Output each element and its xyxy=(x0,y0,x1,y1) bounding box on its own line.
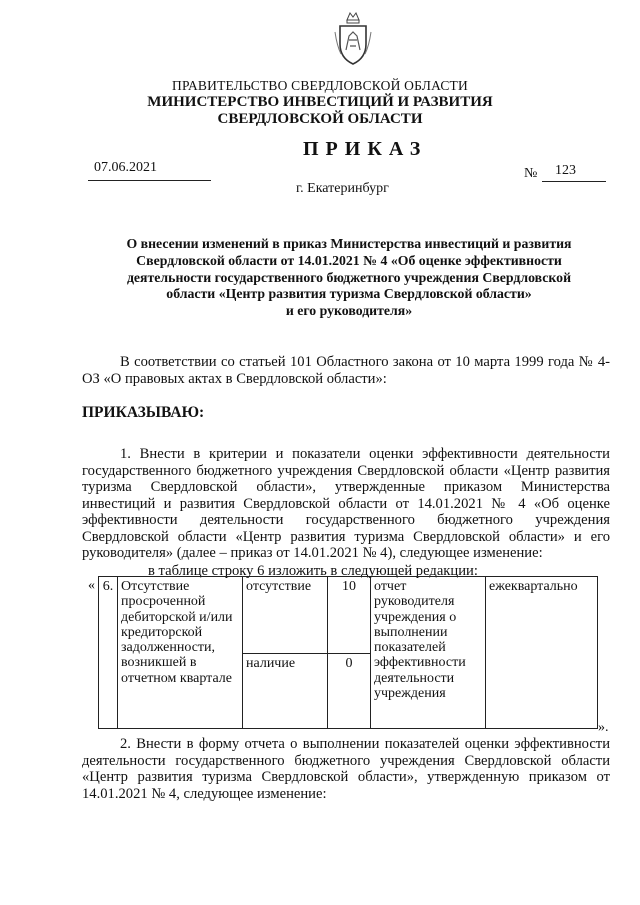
criteria-table xyxy=(98,576,598,729)
item-1-paragraph: 1. Внести в критерии и показатели оценки эффективности деятельности государственного бюджетного учреждения Свердловской области «Центр развития туризма Свердловской области», утвержденные приказом Министерства инвестиций и развития Свердловской области от 14.01.2021 № 4 «Об оценке эффективности деятельности государственного бюджетного учреждения Свердловской области «Центр развития туризма Свердловской области» и его руководителя» (далее – приказ от 14.01.2021 № 4), следующее изменение: xyxy=(82,446,610,561)
table-row xyxy=(99,577,598,654)
value-cell-absence: отсутствие xyxy=(243,577,328,654)
title-line: Свердловской области от 14.01.2021 № 4 «Об оценке эффективности xyxy=(136,252,562,268)
closing-quote: ». xyxy=(598,720,609,735)
periodicity-cell: ежеквартально xyxy=(486,577,598,729)
date-underline xyxy=(88,180,211,181)
government-name: ПРАВИТЕЛЬСТВО СВЕРДЛОВСКОЙ ОБЛАСТИ xyxy=(172,78,468,93)
order-date: 07.06.2021 xyxy=(94,160,157,175)
title-line: О внесении изменений в приказ Министерства инвестиций и развития xyxy=(126,236,572,251)
order-word: ПРИКАЗЫВАЮ: xyxy=(82,404,205,421)
value-cell-presence: наличие xyxy=(243,654,328,729)
ministry-name-line1: МИНИСТЕРСТВО ИНВЕСТИЦИЙ И РАЗВИТИЯ xyxy=(147,94,493,110)
preamble-paragraph: В соответствии со статьей 101 Областного закона от 10 марта 1999 года № 4-ОЗ «О правовых актах в Свердловской области»: xyxy=(82,354,610,387)
order-title xyxy=(90,236,608,320)
title-line: области «Центр развития туризма Свердловской области» xyxy=(166,286,532,302)
row-number-cell: 6. xyxy=(99,577,118,729)
opening-quote: « xyxy=(88,578,95,593)
city: г. Екатеринбург xyxy=(296,181,389,196)
title-line: деятельности государственного бюджетного учреждения Свердловской xyxy=(126,269,572,285)
score-cell-presence: 0 xyxy=(328,654,371,729)
coat-of-arms-icon xyxy=(333,10,373,66)
score-cell-absence: 10 xyxy=(328,577,371,654)
number-sign: № xyxy=(524,166,538,181)
title-line: и его руководителя» xyxy=(285,303,413,319)
document-type: ПРИКАЗ xyxy=(303,138,428,160)
order-number: 123 xyxy=(555,163,576,178)
criterion-cell: Отсутствие просроченной дебиторской и/или кредиторской задолженности, возникшей в отчетном квартале xyxy=(118,577,243,729)
ministry-name-line2: СВЕРДЛОВСКОЙ ОБЛАСТИ xyxy=(217,111,423,127)
report-cell: отчет руководителя учреждения о выполнении показателей эффективности деятельности учреждения xyxy=(371,577,486,729)
item-2-paragraph: 2. Внести в форму отчета о выполнении показателей оценки эффективности деятельности государственного бюджетного учреждения Свердловской области «Центр развития туризма Свердловской области», утвержденную приказом от 14.01.2021 № 4, следующее изменение: xyxy=(82,736,610,802)
number-underline xyxy=(542,181,606,182)
item-1-subparagraph: в таблице строку 6 изложить в следующей редакции: xyxy=(148,563,478,579)
